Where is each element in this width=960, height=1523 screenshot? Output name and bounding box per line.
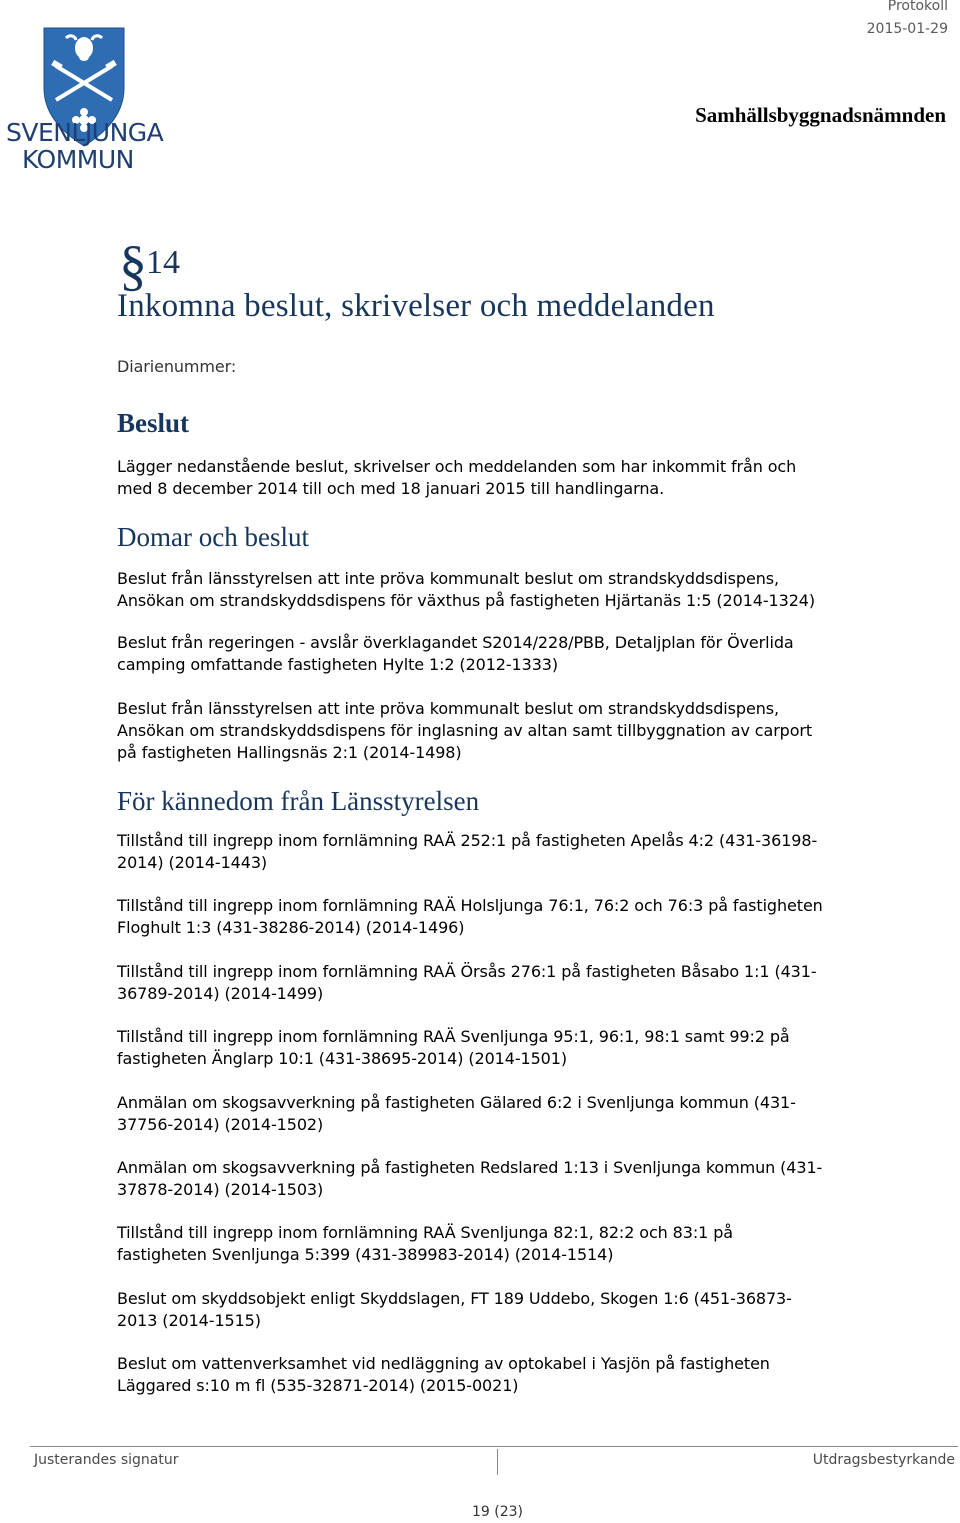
domar-heading: Domar och beslut xyxy=(117,522,309,552)
item-line: fastigheten Svenljunga 5:399 (431-389983-2014) (2014-1514) xyxy=(117,1245,614,1264)
municipality-logo xyxy=(0,0,170,180)
item-line: Tillstånd till ingrepp inom fornlämning RAÄ Svenljunga 82:1, 82:2 och 83:1 på xyxy=(117,1223,733,1242)
kannedom-heading: För kännedom från Länsstyrelsen xyxy=(117,786,480,816)
list-item xyxy=(117,568,907,612)
item-line: Anmälan om skogsavverkning på fastigheten Redslared 1:13 i Svenljunga kommun (431- xyxy=(117,1158,823,1177)
beslut-line: med 8 december 2014 till och med 18 januari 2015 till handlingarna. xyxy=(117,479,665,498)
item-line: 36789-2014) (2014-1499) xyxy=(117,984,324,1003)
beslut-line: Lägger nedanstående beslut, skrivelser och meddelanden som har inkommit från och xyxy=(117,457,797,476)
beslut-heading: Beslut xyxy=(117,408,190,438)
list-item xyxy=(117,961,907,1005)
list-item xyxy=(117,1222,907,1266)
document-type: Protokoll xyxy=(887,0,948,14)
document-date: 2015-01-29 xyxy=(866,21,948,37)
item-line: Tillstånd till ingrepp inom fornlämning RAÄ Svenljunga 95:1, 96:1, 98:1 samt 99:2 på xyxy=(117,1027,790,1046)
item-line: Ansökan om strandskyddsdispens för inglasning av altan samt tillbyggnation av carport xyxy=(117,721,813,740)
footer-vertical-divider xyxy=(497,1449,498,1475)
list-item xyxy=(117,1092,907,1136)
section-title: Inkomna beslut, skrivelser och meddelanden xyxy=(117,288,715,324)
item-line: Beslut från länsstyrelsen att inte pröva kommunalt beslut om strandskyddsdispens, xyxy=(117,699,779,718)
justerandes-signatur-label: Justerandes signatur xyxy=(34,1452,179,1468)
section-number: 14 xyxy=(146,244,180,281)
item-line: Tillstånd till ingrepp inom fornlämning RAÄ Örsås 276:1 på fastigheten Båsabo 1:1 (431- xyxy=(117,962,817,981)
footer-divider-line xyxy=(30,1446,958,1447)
item-line: Floghult 1:3 (431-38286-2014) (2014-1496) xyxy=(117,918,465,937)
diarienummer-label: Diarienummer: xyxy=(117,357,237,376)
item-line: fastigheten Änglarp 10:1 (431-38695-2014) (2014-1501) xyxy=(117,1049,567,1068)
item-line: på fastigheten Hallingsnäs 2:1 (2014-1498) xyxy=(117,743,462,762)
list-item xyxy=(117,1026,907,1070)
item-line: 37878-2014) (2014-1503) xyxy=(117,1180,324,1199)
item-line: 37756-2014) (2014-1502) xyxy=(117,1115,324,1134)
page-number: 19 (23) xyxy=(472,1504,524,1520)
section-symbol: § xyxy=(119,235,147,297)
item-line: 2014) (2014-1443) xyxy=(117,853,268,872)
logo-text-line2: KOMMUN xyxy=(22,145,134,174)
list-item xyxy=(117,698,907,764)
list-item xyxy=(117,1353,907,1397)
list-item xyxy=(117,1288,907,1332)
item-line: Beslut från regeringen - avslår överklagandet S2014/228/PBB, Detaljplan för Överlida xyxy=(117,633,794,652)
item-line: 2013 (2014-1515) xyxy=(117,1311,261,1330)
item-line: Läggared s:10 m fl (535-32871-2014) (2015-0021) xyxy=(117,1376,519,1395)
list-item xyxy=(117,1157,907,1201)
item-line: Ansökan om strandskyddsdispens för växthus på fastigheten Hjärtanäs 1:5 (2014-1324) xyxy=(117,591,815,610)
item-line: Beslut om vattenverksamhet vid nedläggning av optokabel i Yasjön på fastigheten xyxy=(117,1354,770,1373)
beslut-text xyxy=(117,456,907,500)
list-item xyxy=(117,895,907,939)
item-line: Anmälan om skogsavverkning på fastigheten Gälared 6:2 i Svenljunga kommun (431- xyxy=(117,1093,796,1112)
utdragsbestyrkande-label: Utdragsbestyrkande xyxy=(812,1452,955,1468)
logo-text-line1: SVENLJUNGA xyxy=(6,118,164,147)
list-item xyxy=(117,632,907,676)
item-line: Tillstånd till ingrepp inom fornlämning RAÄ Holsljunga 76:1, 76:2 och 76:3 på fastigheten xyxy=(117,896,823,915)
item-line: Beslut från länsstyrelsen att inte pröva kommunalt beslut om strandskyddsdispens, xyxy=(117,569,779,588)
item-line: camping omfattande fastigheten Hylte 1:2 (2012-1333) xyxy=(117,655,559,674)
list-item xyxy=(117,830,907,874)
item-line: Tillstånd till ingrepp inom fornlämning RAÄ 252:1 på fastigheten Apelås 4:2 (431-36198- xyxy=(117,831,818,850)
item-line: Beslut om skyddsobjekt enligt Skyddslagen, FT 189 Uddebo, Skogen 1:6 (451-36873- xyxy=(117,1289,792,1308)
committee-name: Samhällsbyggnadsnämnden xyxy=(695,103,946,127)
